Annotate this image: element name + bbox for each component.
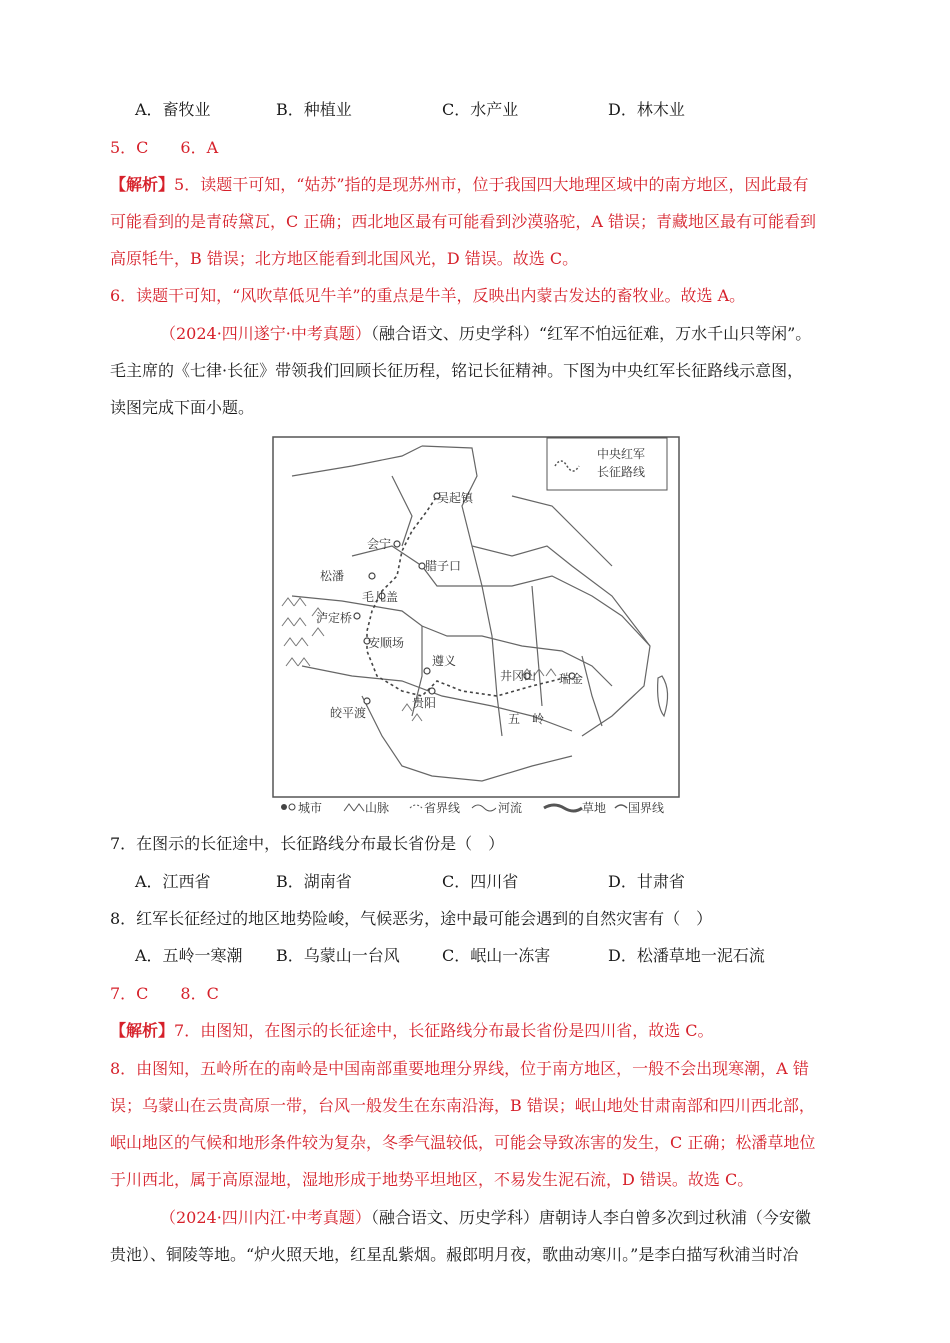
answer-5-6: 5．C 6．A [110, 138, 219, 157]
intro2-source: （2024·四川内江·中考真题） [160, 1208, 371, 1227]
q7-option-c: C．四川省 [442, 872, 519, 891]
legend-grass: 草地 [582, 801, 607, 815]
long-march-route-map [272, 436, 680, 818]
place-huining: 会宁 [367, 537, 392, 551]
legend-river-symbol [472, 805, 496, 811]
map-bottom-legend [281, 800, 664, 815]
place-maoergai: 毛儿盖 [362, 590, 399, 604]
legend-grass-symbol [544, 805, 582, 811]
question-8: 8．红军长征经过的地区地势险峻，气候恶劣，途中最可能会遇到的自然灾害有（ ） [110, 909, 713, 928]
legend-border-symbol [615, 805, 627, 808]
q4-option-b: B．种植业 [276, 100, 352, 119]
legend-border: 国界线 [628, 801, 665, 815]
legend-box-line2: 长征路线 [597, 465, 646, 479]
legend-city-symbol [281, 804, 287, 810]
q8-option-c: C．岷山一冻害 [442, 946, 551, 965]
legend-box-line1: 中央红军 [597, 447, 646, 461]
explanation-5-line2: 可能看到的是青砖黛瓦，C 正确；西北地区最有可能看到沙漠骆驼，A 错误；青藏地区最有可能看到 [110, 212, 816, 231]
intro2-line1: （2024·四川内江·中考真题）（融合语文、历史学科）唐朝诗人李白曾多次到过秋浦（今安徽 [160, 1208, 811, 1227]
q7-option-b: B．湖南省 [276, 872, 352, 891]
explanation-6: 6．读题干可知，“风吹草低见牛羊”的重点是牛羊，反映出内蒙古发达的畜牧业。故选 A。 [110, 286, 746, 305]
place-guiyang: 贵阳 [412, 696, 437, 710]
q8-option-b: B．乌蒙山一台风 [276, 946, 400, 965]
legend-river: 河流 [498, 801, 523, 815]
explanation-5-line3: 高原牦牛，B 错误；北方地区能看到北国风光，D 错误。故选 C。 [110, 249, 579, 268]
answer-7-8: 7．C 8．C [110, 984, 219, 1003]
q7-option-a: A．江西省 [135, 872, 211, 891]
intro1-line2: 毛主席的《七律·长征》带领我们回顾长征历程，铭记长征精神。下图为中央红军长征路线示意图， [110, 361, 804, 380]
q8-option-a: A．五岭一寒潮 [135, 946, 243, 965]
place-wuling: 五 岭 [508, 712, 545, 726]
intro1-source: （2024·四川遂宁·中考真题） [160, 324, 371, 343]
q8-option-d: D．松潘草地一泥石流 [608, 946, 765, 965]
q4-option-c: C．水产业 [442, 100, 519, 119]
q7-option-d: D．甘肃省 [608, 872, 685, 891]
explanation-8-line2: 误；乌蒙山在云贵高原一带，台风一般发生在东南沿海，B 错误；岷山地处甘肃南部和四川西北部， [110, 1096, 815, 1115]
explanation-8-line3: 岷山地区的气候和地形条件较为复杂，冬季气温较低，可能会导致冻害的发生，C 正确；松潘草地位 [110, 1133, 816, 1152]
legend-province-line: 省界线 [424, 801, 461, 815]
explanation-7: 【解析】7．由图知，在图示的长征途中，长征路线分布最长省份是四川省，故选 C。 [110, 1021, 714, 1040]
place-wuqizhen: 吴起镇 [437, 491, 474, 505]
explanation-8-line4: 于川西北，属于高原湿地，湿地形成于地势平坦地区，不易发生泥石流，D 错误。故选 C。 [110, 1170, 754, 1189]
place-zunyi: 遵义 [432, 654, 457, 668]
explanation-8-line1: 8．由图知，五岭所在的南岭是中国南部重要地理分界线，位于南方地区，一般不会出现寒潮，A 错 [110, 1059, 809, 1078]
place-jiaopingdu: 皎平渡 [330, 706, 367, 720]
explanation-5-line1: 【解析】5．读题干可知，“姑苏”指的是现苏州市，位于我国四大地理区域中的南方地区，因此最有 [110, 175, 809, 194]
question-7: 7．在图示的长征途中，长征路线分布最长省份是（ ） [110, 834, 505, 853]
q4-option-d: D．林木业 [608, 100, 685, 119]
place-lazikou: 腊子口 [425, 559, 462, 573]
legend-mountain: 山脉 [365, 801, 390, 815]
intro2-line2: 贵池）、铜陵等地。“炉火照天地，红星乱紫烟。赧郎明月夜，歌曲动寒川。”是李白描写秋浦当时冶 [110, 1245, 799, 1264]
legend-mountain-symbol [344, 804, 364, 811]
q4-option-a: A．畜牧业 [135, 100, 211, 119]
place-songpan: 松潘 [320, 569, 345, 583]
intro1-line3: 读图完成下面小题。 [110, 398, 255, 417]
explanation-tag: 【解析】 [110, 175, 175, 194]
place-jinggangshan: 井冈山 [500, 669, 537, 683]
legend-city-symbol-2 [289, 804, 295, 810]
intro1-line1: （2024·四川遂宁·中考真题）（融合语文、历史学科）“红军不怕远征难，万水千山只等闲”。 [160, 324, 812, 343]
place-ruijin: 瑞金 [559, 672, 584, 686]
legend-city: 城市 [298, 801, 323, 815]
place-anshunchang: 安顺场 [368, 636, 405, 650]
place-ludingqiao: 泸定桥 [316, 611, 353, 625]
legend-province-symbol [410, 805, 422, 808]
explanation-tag-2: 【解析】 [110, 1021, 175, 1040]
